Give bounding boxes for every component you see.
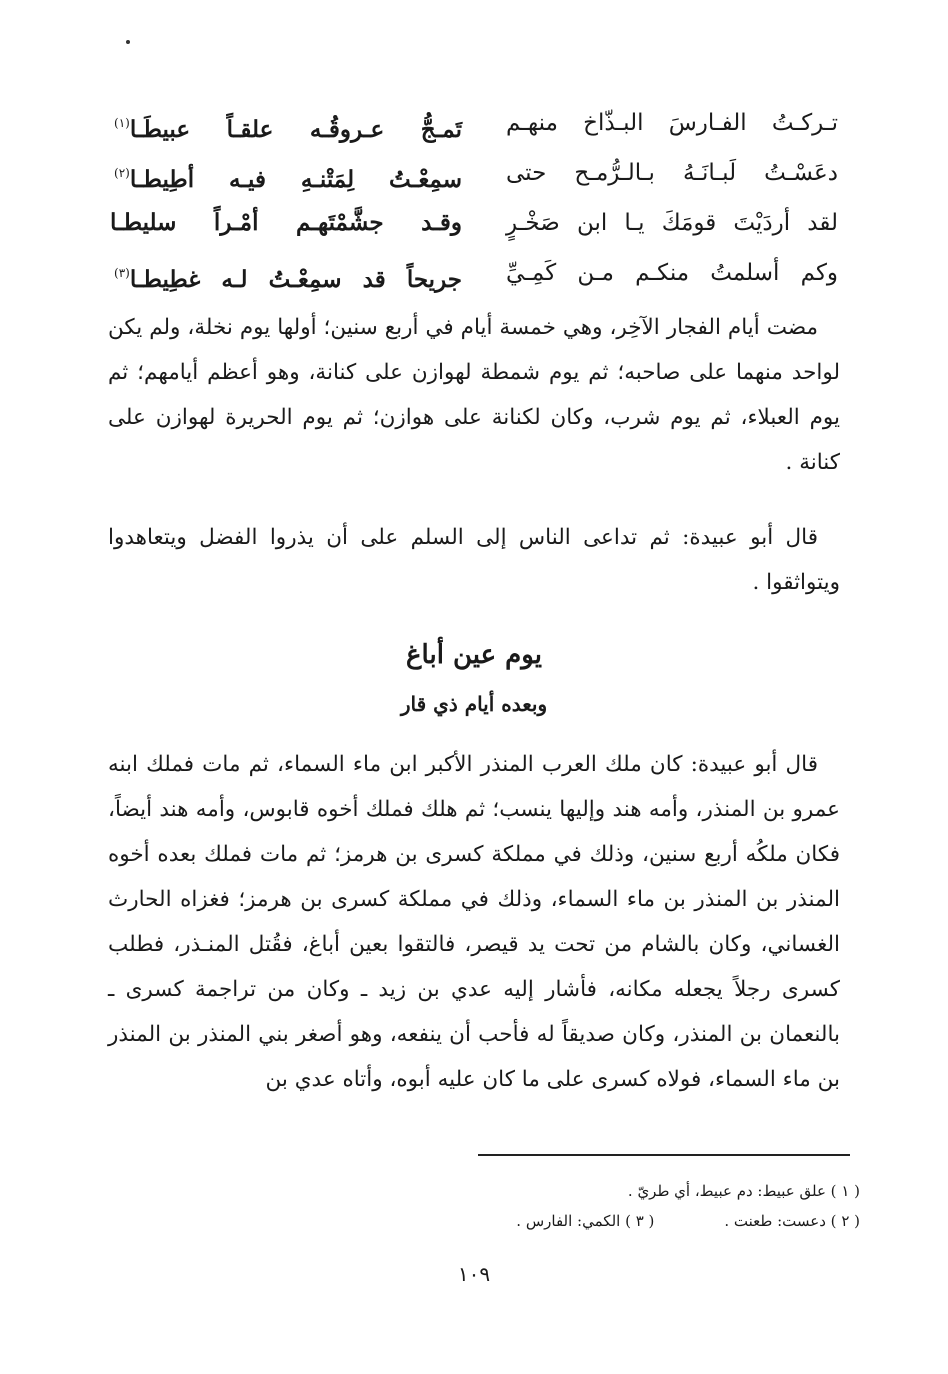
verse (110, 248, 838, 298)
paragraph-ayn-ubagh: قال أبو عبيدة: كان ملك العرب المنذر الأكبر ابن ماء السماء، ثم مات فملك ابنه عمرو بن المنذر، وأمه هند وإليها ينسب؛ ثم هلك فملك أخوه قابوس، وأمه هند أيضاً، فكان ملكُه أربع سنين، وذلك في مملكة كسرى بن هرمز؛ ثم مات فملك بعده أخوه المنذر بن المنذر بن ماء السماء، وذلك في مملكة كسرى بن هرمز؛ فغزاه الحارث الغساني، وكان بالشام من تحت يد قيصر، فالتقوا بعين أباغ، فقُتل المنـذر، فطلب كسرى رجلاً يجعله مكانه، فأشار إليه عدي بن زيد ـ وكان من تراجمة كسرى ـ بالنعمان بن المنذر، وكان صديقاً له فأحب أن ينفعه، وهو أصغر بني المنذر بن المنذر بن ماء السماء، فولاه كسرى على ما كان عليه أبوه، وأتاه عدي بن (108, 752, 840, 1092)
verse-second-hemistich (110, 248, 462, 305)
verse-second-hemistich (110, 198, 462, 248)
page-number: ١٠٩ (457, 1262, 491, 1286)
section-heading: يوم عين أباغ (406, 640, 542, 670)
paragraph-abu-ubayda-peace: قال أبو عبيدة: ثم تداعى الناس إلى السلم على أن يذروا الفضل ويتعاهدوا ويتواثقوا . (108, 525, 840, 595)
footnote-1: ( ١ ) علق عبيط: دم عبيط، أي طريّ . (627, 1182, 860, 1200)
verse-first-hemistich: لقد أردَيْتَ قومَكَ يـا ابن صَخْـرٍ (506, 210, 838, 236)
footnote-marker: (٢) (114, 166, 130, 180)
footnote-marker: (١) (114, 116, 130, 130)
verse-second-text: سمِعْـتُ لِمَتْنـهِ فيـه أطِيطـا (129, 166, 462, 193)
footnote-line (420, 1206, 860, 1236)
paragraph-fijar-days: مضت أيام الفجار الآخِر، وهي خمسة أيام في أربع سنين؛ أولها يوم نخلة، ولم يكن لواحد منهما على صاحبه؛ ثم يوم شمطة لهوازن على كنانة، وهو أعظم أيامهم؛ ثم يوم العبلاء، ثم يوم شرب، وكان لكنانة على هوازن؛ ثم يوم الحريرة لهوازن على كنانة . (108, 315, 840, 475)
verse-second-hemistich (110, 148, 462, 205)
section-subheading: وبعده أيام ذي قار (400, 692, 548, 716)
verse-first-hemistich: دعَسْـتُ لَبـانَـهُ بـالـرُّمـح حتى (506, 160, 838, 186)
footnote-divider (478, 1154, 850, 1156)
scan-speck (126, 40, 130, 44)
footnote-3: ( ٣ ) الكمي: الفارس . (516, 1212, 655, 1230)
verse-second-text: تَمـجُّ عـروقُـه علقـاً عبيطَـا (129, 116, 462, 143)
verse-second-text: جريحاً قد سمِعْـتُ لـه غطِيطـا (129, 266, 462, 293)
verse-second-hemistich (110, 98, 462, 155)
verse-first-hemistich: تـركـتُ الفـارسَ البـذّاخ منهـم (506, 110, 838, 136)
verse (110, 198, 838, 248)
verse (110, 98, 838, 148)
poem (110, 98, 838, 298)
footnote-marker: (٣) (114, 266, 130, 280)
verse-first-hemistich: وكم أسلمتُ منكـم مـن كَمِـيِّ (506, 260, 838, 286)
footnote-2: ( ٢ ) دعست: طعنت . (724, 1212, 860, 1230)
footnote-line (420, 1176, 860, 1206)
verse (110, 148, 838, 198)
verse-second-text: وقـد جشَّمْتَهـم أمْـراً سليطـا (110, 209, 462, 236)
footnotes (420, 1176, 860, 1236)
